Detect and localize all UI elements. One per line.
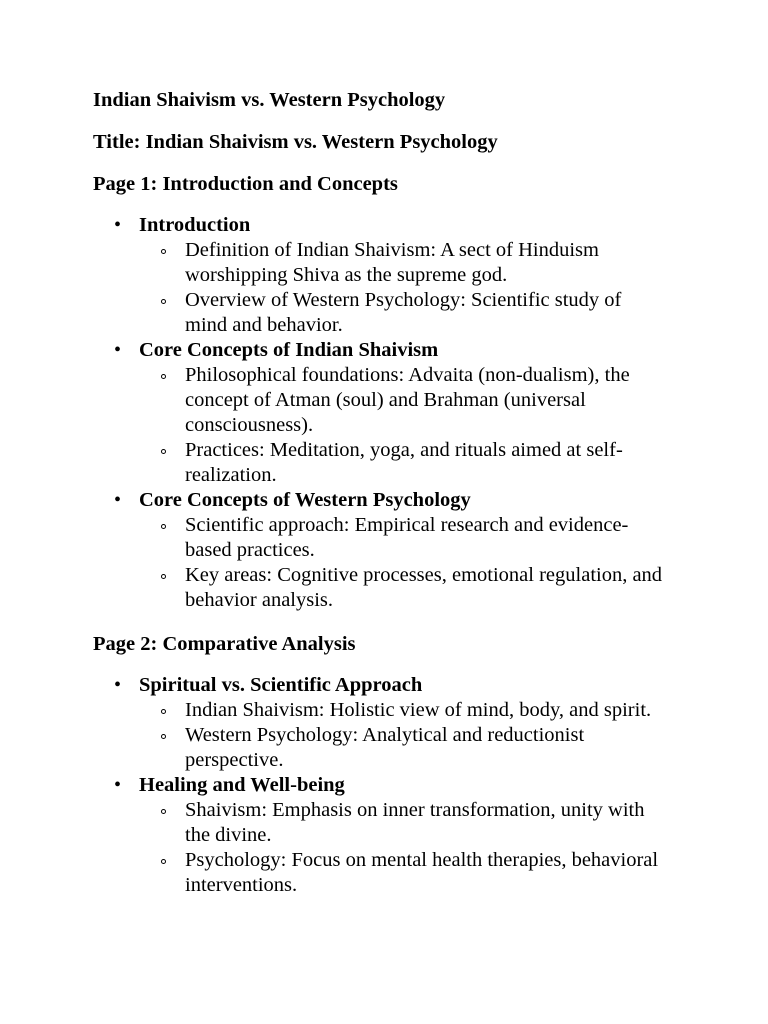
document-title-line: Title: Indian Shaivism vs. Western Psychology [93,131,498,153]
circle-bullet-icon [161,299,166,304]
circle-bullet-icon [161,449,166,454]
page2-outline [93,673,728,898]
bullet-icon: • [114,774,122,796]
list-item-text: Shaivism: Emphasis on inner transformation, unity with the divine. [185,799,645,846]
list-item-text: Indian Shaivism: Holistic view of mind, body, and spirit. [185,699,652,721]
outline-section-approach [114,673,728,773]
list-item-text: Definition of Indian Shaivism: A sect of Hinduism worshipping Shiva as the supreme god. [185,239,599,286]
section-items [139,798,728,898]
circle-bullet-icon [161,249,166,254]
circle-bullet-icon [161,574,166,579]
section-items [139,238,728,338]
list-item [185,238,665,288]
bullet-icon: • [114,339,122,361]
list-item [185,513,665,563]
section-label: Introduction [139,214,251,236]
list-item-text: Practices: Meditation, yoga, and rituals aimed at self-realization. [185,439,623,486]
section-items [139,513,728,613]
bullet-icon: • [114,489,122,511]
section-label: Core Concepts of Indian Shaivism [139,339,439,361]
section-label: Spiritual vs. Scientific Approach [139,674,423,696]
section-items [139,363,728,488]
list-item-text: Scientific approach: Empirical research and evidence-based practices. [185,514,629,561]
section-items [139,698,728,773]
document-header: Indian Shaivism vs. Western Psychology [93,89,446,111]
list-item [185,438,665,488]
list-item [185,798,665,848]
bullet-icon: • [114,674,122,696]
circle-bullet-icon [161,374,166,379]
circle-bullet-icon [161,524,166,529]
list-item [185,363,665,438]
list-item-text: Philosophical foundations: Advaita (non-dualism), the concept of Atman (soul) and Brahman (universal consciousness). [185,364,630,436]
page1-heading: Page 1: Introduction and Concepts [93,173,398,195]
list-item-text: Western Psychology: Analytical and reductionist perspective. [185,724,585,771]
list-item [185,288,665,338]
circle-bullet-icon [161,809,166,814]
outline-section-healing [114,773,728,898]
page2-heading: Page 2: Comparative Analysis [93,633,356,655]
outline-section-shaivism-concepts [114,338,728,488]
section-label: Core Concepts of Western Psychology [139,489,471,511]
page1-outline [93,213,728,613]
outline-section-introduction [114,213,728,338]
section-label: Healing and Well-being [139,774,345,796]
list-item [185,563,665,613]
circle-bullet-icon [161,859,166,864]
bullet-icon: • [114,214,122,236]
list-item-text: Key areas: Cognitive processes, emotional regulation, and behavior analysis. [185,564,663,611]
circle-bullet-icon [161,709,166,714]
list-item [185,698,665,723]
outline-section-psychology-concepts [114,488,728,613]
list-item-text: Psychology: Focus on mental health therapies, behavioral interventions. [185,849,659,896]
list-item [185,848,665,898]
circle-bullet-icon [161,734,166,739]
list-item [185,723,665,773]
list-item-text: Overview of Western Psychology: Scientific study of mind and behavior. [185,289,622,336]
